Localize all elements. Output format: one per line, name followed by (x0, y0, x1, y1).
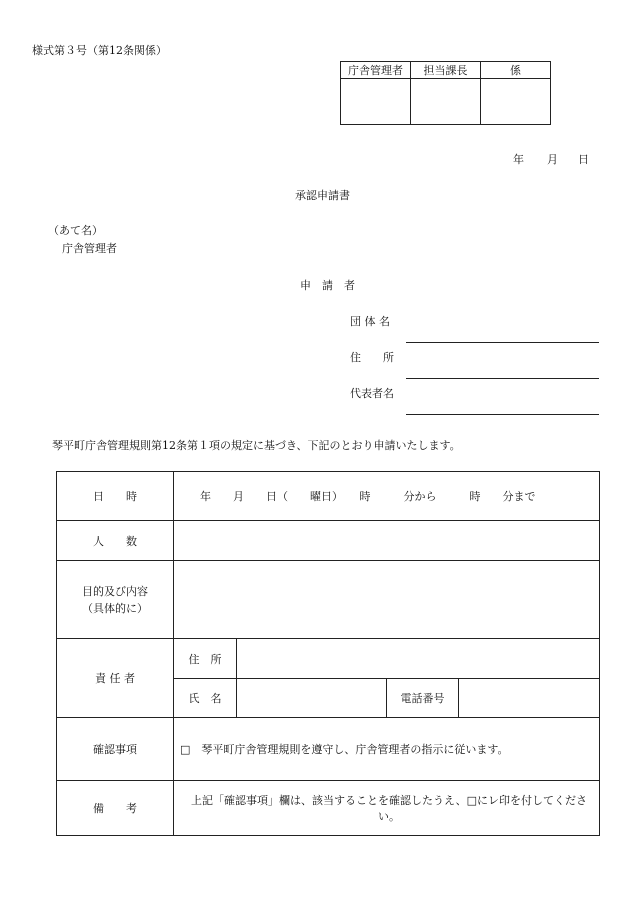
applicant-heading: 申 請 者 (300, 279, 355, 292)
responsible-label: 責 任 者 (95, 672, 135, 685)
confirm-text[interactable]: □ 琴平町庁舎管理規則を遵守し、庁舎管理者の指示に従います。 (180, 743, 509, 756)
date-month: 月 (547, 153, 558, 166)
date-year: 年 (513, 153, 524, 166)
purpose-label-line1: 目的及び内容 (82, 584, 148, 598)
purpose-field[interactable] (174, 561, 599, 638)
phone-label: 電話番号 (400, 692, 445, 705)
applicant-address-label: 住 所 (350, 351, 394, 364)
responsible-name-field[interactable] (237, 679, 386, 717)
responsible-address-field[interactable] (237, 639, 599, 678)
applicant-rep-label: 代表者名 (350, 387, 394, 400)
remarks-label: 備 考 (93, 802, 137, 815)
datetime-label: 日 時 (93, 490, 137, 503)
form-number: 様式第３号（第12条関係） (32, 44, 167, 57)
approval-header-manager: 庁舎管理者 (348, 64, 403, 77)
people-field[interactable] (174, 521, 599, 560)
addressee-name: 庁舎管理者 (62, 242, 117, 255)
address-signature-line (406, 378, 599, 379)
approval-header-section-chief: 担当課長 (423, 64, 468, 77)
page-title: 承認申請書 (295, 189, 350, 202)
responsible-name-label: 氏 名 (188, 692, 222, 705)
confirm-label: 確認事項 (93, 743, 137, 756)
responsible-address-label: 住 所 (188, 652, 222, 666)
approval-header-staff: 係 (510, 64, 521, 77)
people-label: 人 数 (93, 534, 137, 548)
org-signature-line (406, 342, 599, 343)
date-day: 日 (578, 153, 589, 166)
phone-field[interactable] (459, 679, 599, 717)
datetime-value: 年 月 日（ 曜日） 時 分から 時 分まで (200, 490, 536, 503)
remarks-text: 上記「確認事項」欄は、該当することを確認したうえ、□にレ印を付してください。 (190, 794, 588, 823)
applicant-org-label: 団 体 名 (350, 315, 390, 328)
rep-signature-line (406, 414, 599, 415)
purpose-label-line2: （具体的に） (82, 601, 148, 615)
addressee-label: （あて名） (48, 224, 103, 237)
purpose-label (57, 561, 173, 638)
intro-text: 琴平町庁舎管理規則第12条第１項の規定に基づき、下記のとおり申請いたします。 (52, 439, 461, 452)
